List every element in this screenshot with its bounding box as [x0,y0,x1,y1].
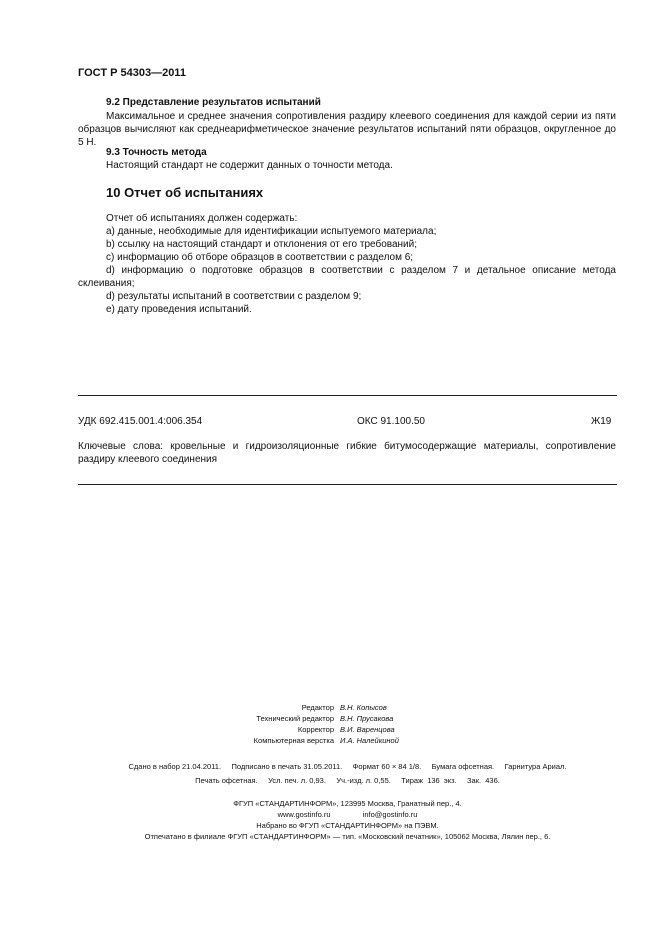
list-item: d) результаты испытаний в соответствии с разделом 9; [106,291,362,302]
publisher-email[interactable]: info@gostinfo.ru [362,810,418,819]
report-contents-list [78,212,616,316]
editorial-credits [0,702,661,750]
print-info-line-1: Сдано в набор 21.04.2011. Подписано в печать 31.05.2011. Формат 60 × 84 1/8. Бумага офсетная. Гарнитура Ариал. [128,762,567,771]
credit-name: И.А. Налейкиной [340,736,399,745]
credit-role: Корректор [297,725,334,734]
credit-name: В.Н. Прусакова [340,714,394,723]
list-item: d) информацию о подготовке образцов в соответствии с разделом 7 и детальное описание метода склеивания; [78,265,616,289]
oks-code: ОКС 91.100.50 [357,416,425,427]
print-info-line-2: Печать офсетная. Усл. печ. л. 0,93. Уч.-изд. л. 0,55. Тираж 136 экз. Зак. 436. [195,776,500,785]
divider-bottom [78,484,617,485]
list-item: b) ссылку на настоящий стандарт и отклонения от его требований; [106,239,417,250]
udk-code: УДК 692.415.001.4:006.354 [78,416,203,427]
credit-name: В.Н. Копысов [340,703,387,712]
list-intro: Отчет об испытаниях должен содержать: [106,213,298,224]
section-10-title: 10 Отчет об испытаниях [106,185,264,200]
classification-code: Ж19 [591,416,612,427]
publisher-contacts [78,809,617,820]
list-item: a) данные, необходимые для идентификации испытуемого материала; [106,226,437,237]
publisher-typeset: Набрано во ФГУП «СТАНДАРТИНФОРМ» на ПЭВМ. [256,821,439,830]
publisher-printer: Отпечатано в филиале ФГУП «СТАНДАРТИНФОРМ» — тип. «Московский печатник», 105062 Москва, Лялин пер., 6. [144,832,551,841]
credit-name: В.И. Варенцова [340,725,395,734]
keywords: Ключевые слова: кровельные и гидроизоляционные гибкие битумосодержащие материалы, сопротивление раздиру клеевого соединения [78,441,616,465]
credit-role: Редактор [301,703,334,712]
section-9-3-text: Настоящий стандарт не содержит данных о точности метода. [106,160,393,171]
publisher-address: ФГУП «СТАНДАРТИНФОРМ», 123995 Москва, Гранатный пер., 4. [233,799,462,808]
list-item: c) информацию об отборе образцов в соответствии с разделом 6; [106,252,414,263]
section-9-2-title: 9.2 Представление результатов испытаний [106,97,321,108]
credit-role: Технический редактор [256,714,334,723]
credit-role: Компьютерная верстка [253,736,334,745]
divider-top [78,395,617,396]
section-9-2-text: Максимальное и среднее значения сопротивления раздиру клеевого соединения для каждой серии из пяти образцов вычисляют как среднеарифметическое значение результатов испытаний пяти образцов, округленное до 5 Н. [78,111,616,148]
section-9-3-title: 9.3 Точность метода [106,147,207,158]
standard-header: ГОСТ Р 54303—2011 [78,67,186,79]
list-item: e) дату проведения испытаний. [106,304,252,315]
publisher-website[interactable]: www.gostinfo.ru [277,810,331,819]
